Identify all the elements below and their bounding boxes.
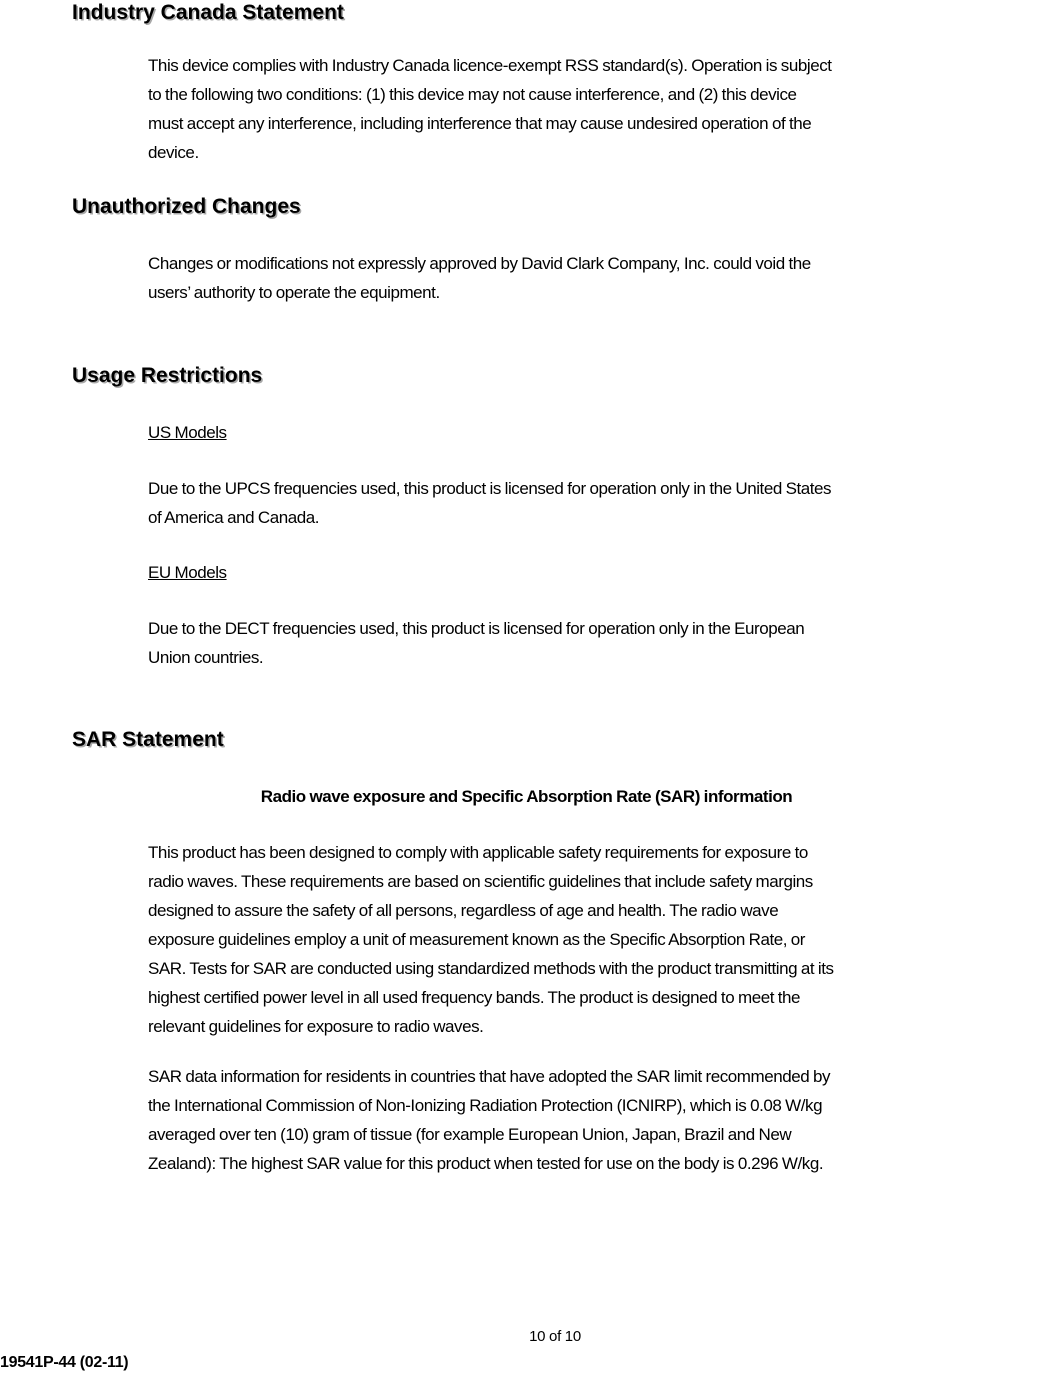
heading-industry-canada-statement: Industry Canada Statement bbox=[72, 1, 344, 24]
text-line: SAR data information for residents in countries that have adopted the SAR limit recommended by bbox=[148, 1067, 831, 1086]
text-line: radio waves. These requirements are based on scientific guidelines that include safety margins bbox=[148, 872, 813, 891]
heading-unauthorized-changes: Unauthorized Changes bbox=[72, 195, 301, 218]
text-line: highest certified power level in all used frequency bands. The product is designed to meet the bbox=[148, 988, 801, 1007]
heading-sar-statement: SAR Statement bbox=[72, 728, 224, 751]
text-line: Union countries. bbox=[148, 648, 264, 667]
text-line: users’ authority to operate the equipment. bbox=[148, 283, 440, 302]
text-line: relevant guidelines for exposure to radio waves. bbox=[148, 1017, 484, 1036]
text-line: averaged over ten (10) gram of tissue (for example European Union, Japan, Brazil and New bbox=[148, 1125, 792, 1144]
text-line: This product has been designed to comply with applicable safety requirements for exposure to bbox=[148, 843, 808, 862]
text-line: to the following two conditions: (1) this device may not cause interference, and (2) this device bbox=[148, 85, 797, 104]
paragraph-unauthorized-changes bbox=[148, 249, 1055, 307]
text-line: Changes or modifications not expressly approved by David Clark Company, Inc. could void the bbox=[148, 254, 811, 273]
paragraph-sar-1 bbox=[148, 838, 1055, 1041]
paragraph-sar-2 bbox=[148, 1062, 1055, 1178]
heading-usage-restrictions: Usage Restrictions bbox=[72, 364, 263, 387]
text-line: device. bbox=[148, 143, 199, 162]
page-number: 10 of 10 bbox=[529, 1328, 581, 1345]
subheading-us-models bbox=[148, 418, 1055, 447]
text-line: This device complies with Industry Canada licence-exempt RSS standard(s). Operation is subject bbox=[148, 56, 832, 75]
paragraph-industry-canada bbox=[148, 51, 1055, 167]
text-line: Due to the DECT frequencies used, this product is licensed for operation only in the European bbox=[148, 619, 805, 638]
eu-models-label: EU Models bbox=[148, 563, 227, 582]
sar-subtitle: Radio wave exposure and Specific Absorption Rate (SAR) information bbox=[260, 787, 793, 806]
text-line: of America and Canada. bbox=[148, 508, 319, 527]
text-line: SAR. Tests for SAR are conducted using standardized methods with the product transmitting at its bbox=[148, 959, 834, 978]
paragraph-us-models bbox=[148, 474, 1055, 532]
us-models-label: US Models bbox=[148, 423, 227, 442]
paragraph-eu-models bbox=[148, 614, 1055, 672]
text-line: Zealand): The highest SAR value for this product when tested for use on the body is 0.296 W/kg. bbox=[148, 1154, 824, 1173]
document-code: 19541P-44 (02-11) bbox=[0, 1354, 129, 1371]
text-line: the International Commission of Non-Ionizing Radiation Protection (ICNIRP), which is 0.08 W/kg bbox=[148, 1096, 823, 1115]
subheading-eu-models bbox=[148, 558, 1055, 587]
text-line: designed to assure the safety of all persons, regardless of age and health. The radio wave bbox=[148, 901, 779, 920]
text-line: exposure guidelines employ a unit of measurement known as the Specific Absorption Rate, or bbox=[148, 930, 806, 949]
text-line: Due to the UPCS frequencies used, this product is licensed for operation only in the United States bbox=[148, 479, 832, 498]
text-line: must accept any interference, including interference that may cause undesired operation of the bbox=[148, 114, 812, 133]
